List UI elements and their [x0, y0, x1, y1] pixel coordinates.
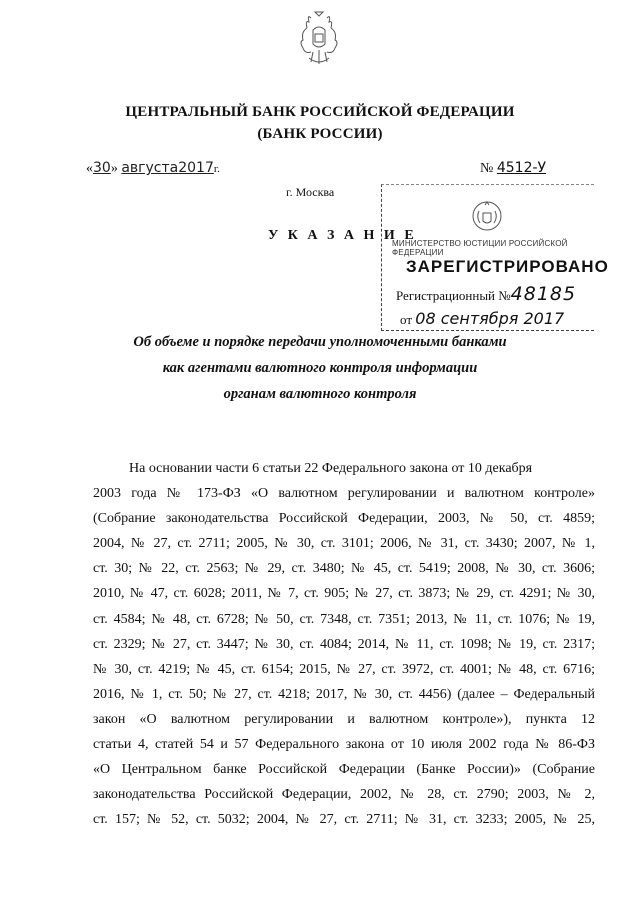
- date-suffix: г.: [213, 163, 220, 175]
- body-line: 2004, № 27, ст. 2711; 2005, № 30, ст. 3101; 2006, № 31, ст. 3430; 2007, № 1,: [93, 536, 595, 552]
- issuer-name: ЦЕНТРАЛЬНЫЙ БАНК РОССИЙСКОЙ ФЕДЕРАЦИИ: [125, 104, 515, 120]
- date-month-year: августа2017: [121, 160, 214, 176]
- number-value: 4512-У: [496, 160, 547, 176]
- body-line: 2016, № 1, ст. 50; № 27, ст. 4218; 2017, № 30, ст. 4456) (далее – Федеральный: [93, 686, 595, 702]
- stamp-reg-value: 48185: [510, 283, 577, 305]
- document-title-line: как агентами валютного контроля информации: [162, 360, 478, 376]
- document-type: У К А З А Н И Е: [268, 228, 417, 243]
- document-date: [86, 160, 220, 177]
- document-body: [93, 456, 595, 832]
- body-line: ст. 157; № 52, ст. 5032; 2004, № 27, ст. 2711; № 31, ст. 3233; 2005, № 25,: [93, 812, 595, 828]
- stamp-eagle-icon: [470, 199, 504, 233]
- body-line: 2003 года № 173-ФЗ «О валютном регулировании и валютном контроле»: [93, 486, 595, 502]
- document-number: [480, 160, 546, 177]
- body-line: 2010, № 47, ст. 6028; 2011, № 7, ст. 905; № 27, ст. 3873; № 29, ст. 4291; № 30,: [93, 586, 595, 602]
- body-line: (Собрание законодательства Российской Федерации, 2003, № 50, ст. 4859;: [93, 511, 595, 527]
- body-line: законодательства Российской Федерации, 2002, № 28, ст. 2790; 2003, № 2,: [93, 787, 595, 803]
- stamp-ministry: МИНИСТЕРСТВО ЮСТИЦИИ РОССИЙСКОЙ ФЕДЕРАЦИИ: [392, 239, 568, 257]
- body-line: ст. 2329; № 27, ст. 3447; № 30, ст. 4084; 2014, № 11, ст. 1098; № 19, ст. 2317;: [93, 636, 595, 652]
- body-line: ст. 30; № 22, ст. 2563; № 29, ст. 3480; № 45, ст. 5419; 2008, № 30, ст. 3606;: [93, 561, 595, 577]
- city: г. Москва: [286, 185, 335, 199]
- stamp-title: ЗАРЕГИСТРИРОВАНО: [406, 257, 609, 276]
- number-prefix: №: [480, 161, 494, 176]
- stamp-reg-number: [396, 283, 576, 305]
- date-day: 30: [93, 160, 111, 176]
- body-line: № 30, ст. 4219; № 45, ст. 6154; 2015, № 27, ст. 3972, ст. 4001; № 48, ст. 6716;: [93, 661, 595, 677]
- body-line: «О Центральном банке Российской Федерации (Банке России)» (Собрание: [93, 762, 595, 778]
- issuer-short-name: (БАНК РОССИИ): [257, 126, 383, 142]
- body-line: ст. 4584; № 48, ст. 6728; № 50, ст. 7348, ст. 7351; 2013, № 11, ст. 1076; № 19,: [93, 611, 595, 627]
- document-title-line: органам валютного контроля: [223, 386, 417, 402]
- body-line: закон «О валютном регулировании и валютном контроле»), пункта 12: [93, 711, 595, 727]
- stamp-from-value: 08 сентября 2017: [415, 309, 565, 328]
- body-line: На основании части 6 статьи 22 Федерального закона от 10 декабря: [129, 461, 533, 476]
- date-close-quote: »: [110, 161, 118, 176]
- stamp-reg-label: Регистрационный №: [396, 288, 511, 303]
- stamp-from-label: от: [400, 312, 413, 327]
- stamp-date: [400, 309, 564, 328]
- document-title-line: Об объеме и порядке передачи уполномоченными банками: [133, 334, 507, 350]
- body-line: статьи 4, статей 54 и 57 Федерального закона от 10 июля 2002 года № 86-ФЗ: [93, 737, 595, 753]
- date-open-quote: «: [86, 161, 93, 176]
- coat-of-arms-icon: [297, 10, 341, 68]
- registration-stamp: [381, 184, 609, 331]
